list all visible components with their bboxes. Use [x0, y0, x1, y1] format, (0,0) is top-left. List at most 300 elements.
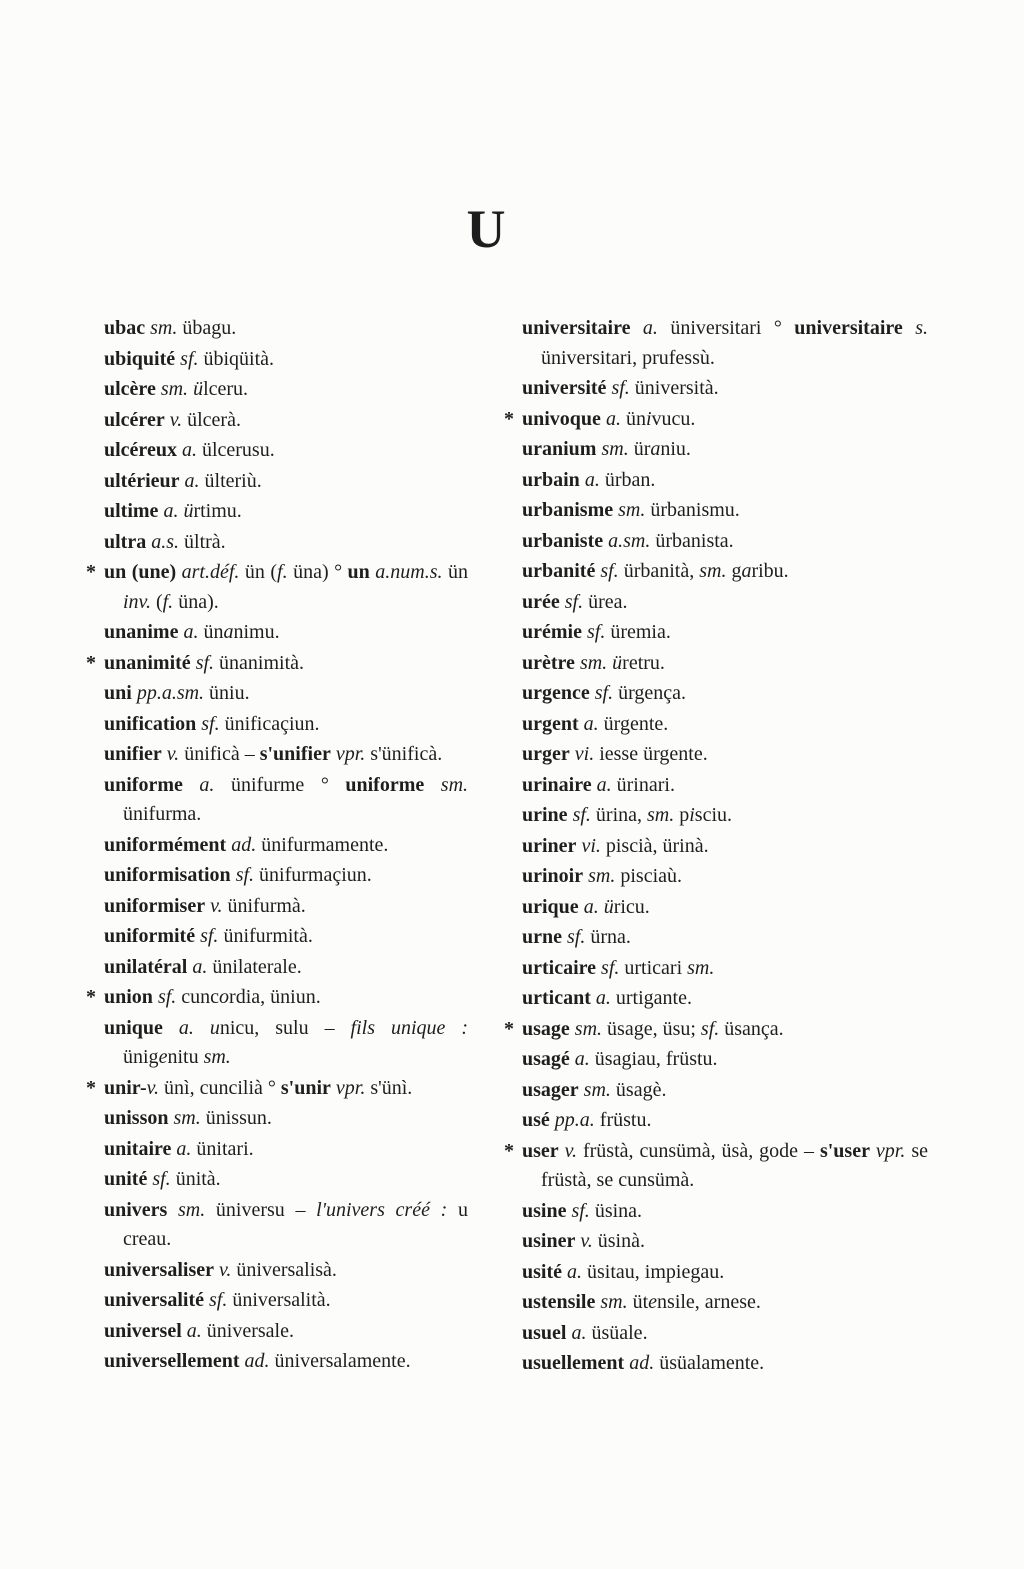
entry-segment: inv.: [123, 590, 151, 613]
dictionary-entry: [504, 374, 928, 404]
entry-segment: ürea.: [583, 590, 628, 613]
dictionary-entry: [504, 314, 928, 373]
entry-segment: ün (: [239, 561, 278, 583]
entry-segment: ustensile: [522, 1291, 596, 1313]
entry-segment: i: [689, 804, 695, 826]
entry-segment: nicu, sulu –: [219, 1016, 351, 1039]
entry-segment: rtimu.: [193, 500, 242, 522]
entry-segment: universellement: [104, 1350, 240, 1372]
dictionary-entry: [504, 1015, 928, 1045]
entry-segment: urine: [522, 804, 568, 826]
dictionary-entry: [504, 649, 928, 679]
entry-segment: ünì, cuncilià °: [159, 1076, 281, 1099]
entry-segment: ünifurmà.: [222, 894, 306, 917]
entry-segment: urticaire: [522, 956, 597, 979]
entry-segment: ün: [442, 561, 468, 583]
entry-segment: v.: [214, 1258, 232, 1281]
entry-segment: üsagiau, früstu.: [589, 1048, 718, 1070]
entry-segment: vi.: [576, 834, 601, 857]
entry-segment: ülcerusu.: [196, 439, 275, 461]
entry-segment: a.: [590, 987, 611, 1009]
entry-segment: s'unifier: [259, 743, 331, 765]
entry-segment: ünissun.: [200, 1107, 272, 1129]
entry-segment: sf.: [566, 1199, 590, 1222]
entry-segment: üsage, üsu;: [602, 1017, 701, 1040]
entry-segment: ürbanità,: [618, 560, 700, 582]
dictionary-entry: [504, 1137, 928, 1196]
entry-segment: üsüalamente.: [654, 1352, 765, 1374]
entry-segment: v.: [164, 408, 183, 431]
entry-segment: niu.: [660, 438, 691, 460]
entry-segment: v.: [161, 743, 180, 765]
entry-segment: sm.: [595, 1291, 628, 1313]
entry-segment: a.: [600, 407, 621, 430]
entry-segment: ülteriù.: [199, 469, 262, 492]
entry-segment: urinaire: [522, 773, 592, 796]
entry-segment: nitu: [167, 1046, 204, 1068]
entry-segment: üsüale.: [586, 1321, 648, 1344]
entry-segment: un (une): [104, 561, 177, 583]
entry-segment: usé: [522, 1109, 550, 1131]
dictionary-entry: [504, 771, 928, 801]
entry-segment: ribu.: [751, 560, 789, 582]
entry-segment: un: [347, 561, 370, 583]
entry-segment: sm.: [578, 1078, 611, 1101]
entry-segment: s'user: [819, 1139, 870, 1162]
entry-segment: sf.: [700, 1017, 720, 1040]
entry-segment: ad.: [624, 1352, 655, 1374]
dictionary-entry: [504, 1045, 928, 1075]
entry-segment: ülcerà.: [182, 408, 241, 431]
entry-segment: s'unir: [280, 1076, 331, 1099]
entry-segment: sf.: [559, 590, 584, 613]
entry-segment: ü: [603, 895, 614, 918]
entry-segment: unanimité: [104, 651, 191, 674]
entry-segment: a.s.: [146, 530, 180, 553]
entry-segment: üna) °: [287, 561, 348, 583]
dictionary-entry: [504, 1258, 928, 1288]
dictionary-entry: [504, 710, 928, 740]
entry-segment: üsitau, impiegau.: [582, 1260, 725, 1283]
entry-segment: uniformisation: [104, 864, 231, 886]
entry-segment: a.: [578, 895, 599, 918]
entry-segment: unifier: [104, 743, 162, 765]
entry-segment: ü: [183, 500, 194, 522]
entry-segment: üniversale.: [201, 1319, 294, 1342]
dictionary-entry: [504, 557, 928, 587]
entry-segment: sf.: [190, 651, 215, 674]
dictionary-entry: [86, 1196, 468, 1255]
entry-segment: universalité: [104, 1289, 204, 1311]
entry-segment: a: [223, 621, 234, 643]
entry-segment: ürbanista.: [650, 529, 734, 552]
entry-segment: universitaire: [794, 317, 903, 339]
entry-segment: sm.: [569, 1017, 603, 1040]
entry-segment: ürinari.: [611, 773, 675, 796]
variant-star-marker: *: [504, 1017, 514, 1040]
variant-star-marker: *: [86, 1076, 96, 1099]
entry-segment: a.: [171, 1137, 192, 1160]
entry-segment: unification: [104, 712, 197, 735]
entry-segment: sf.: [196, 712, 220, 735]
entry-segment: a.: [579, 468, 600, 491]
dictionary-entry: [504, 496, 928, 526]
dictionary-entry: [86, 1317, 468, 1347]
entry-segment: ünanimità.: [214, 651, 305, 674]
entry-segment: ünig: [123, 1046, 159, 1068]
entry-segment: üniu.: [204, 682, 250, 704]
entry-segment: urbanité: [522, 560, 596, 582]
entry-segment: ünifurme °: [214, 773, 346, 796]
entry-segment: ultime: [104, 500, 159, 522]
dictionary-entry: [86, 1256, 468, 1286]
entry-segment: urticant: [522, 987, 591, 1009]
entry-segment: urbanisme: [522, 499, 614, 521]
entry-segment: üniversità.: [629, 377, 719, 399]
entry-segment: unilatéral: [104, 955, 188, 978]
entry-segment: sf.: [204, 1289, 228, 1311]
entry-segment: v.: [558, 1139, 578, 1162]
entry-segment: sf.: [567, 804, 591, 826]
entry-segment: sm.: [168, 1107, 201, 1129]
entry-segment: sm.: [574, 651, 608, 674]
entry-segment: ürina,: [590, 804, 647, 826]
dictionary-entry: [86, 1074, 468, 1104]
entry-segment: sm.: [596, 438, 629, 460]
dictionary-entry: [504, 618, 928, 648]
entry-segment: vpr.: [330, 1076, 366, 1099]
dictionary-entry: [86, 679, 468, 709]
entry-segment: usage: [522, 1017, 570, 1040]
entry-segment: fils unique :: [350, 1016, 469, 1039]
entry-segment: sm.: [155, 378, 189, 400]
entry-segment: ültrà.: [179, 530, 226, 553]
entry-segment: ü: [612, 651, 623, 674]
entry-segment: sf.: [230, 864, 255, 886]
entry-segment: universel: [104, 1319, 182, 1342]
entry-segment: ad.: [239, 1350, 270, 1372]
entry-segment: universaliser: [104, 1258, 214, 1281]
entry-segment: sm.: [613, 499, 646, 521]
entry-segment: ulcéreux: [104, 439, 177, 461]
entry-segment: ünifurma.: [123, 803, 202, 825]
dictionary-entry: [86, 892, 468, 922]
dictionary-entry: [86, 497, 468, 527]
entry-segment: sf.: [152, 986, 177, 1008]
entry-segment: cunc: [176, 986, 220, 1008]
entry-segment: ür: [628, 438, 651, 460]
entry-segment: a.: [566, 1321, 587, 1344]
entry-segment: uriner: [522, 834, 577, 857]
entry-segment: ultérieur: [104, 469, 180, 492]
entry-segment: urne: [522, 926, 562, 948]
variant-star-marker: *: [504, 407, 514, 430]
entry-segment: ünifurmaçiun.: [254, 864, 372, 886]
entry-segment: ürgente.: [598, 712, 669, 735]
dictionary-entry: [504, 1319, 928, 1349]
entry-segment: sf.: [596, 956, 620, 979]
entry-segment: sf.: [562, 926, 586, 948]
dictionary-entry: [86, 1286, 468, 1316]
entry-segment: a.: [569, 1048, 590, 1070]
entry-segment: urticari: [619, 956, 688, 979]
entry-segment: sf.: [147, 1168, 171, 1190]
entry-segment: sf.: [175, 347, 199, 370]
entry-segment: a.: [176, 439, 197, 461]
dictionary-entry: [86, 375, 468, 405]
dictionary-entry: [86, 983, 468, 1013]
section-letter: U: [466, 199, 506, 259]
entry-segment: urée: [522, 590, 560, 613]
entry-segment: a.: [179, 469, 200, 492]
entry-segment: sf.: [589, 682, 614, 704]
entry-segment: sm.: [583, 865, 616, 887]
dictionary-entry: [504, 527, 928, 557]
entry-segment: rdia, üniun.: [229, 986, 321, 1008]
column-right: [504, 314, 928, 1380]
entry-segment: usité: [522, 1260, 562, 1283]
entry-segment: usager: [522, 1078, 579, 1101]
entry-segment: e: [158, 1046, 168, 1068]
entry-segment: unitaire: [104, 1137, 172, 1160]
entry-segment: ubiquité: [104, 347, 176, 370]
entry-segment: v.: [146, 1076, 160, 1099]
entry-segment: urinoir: [522, 865, 584, 887]
dictionary-entry: [86, 436, 468, 466]
entry-segment: uniformément: [104, 833, 227, 856]
dictionary-entry: [86, 1104, 468, 1134]
column-left: [86, 314, 468, 1380]
entry-segment: üniversitari °: [657, 317, 795, 339]
entry-segment: a.: [187, 955, 208, 978]
entry-segment: uniformiser: [104, 894, 206, 917]
entry-segment: ü: [193, 378, 204, 400]
entry-segment: user: [522, 1139, 559, 1162]
variant-star-marker: *: [86, 986, 96, 1008]
entry-segment: a.: [182, 773, 215, 796]
entry-segment: urique: [522, 895, 579, 918]
entry-segment: nsile, arnese.: [657, 1291, 761, 1313]
entry-segment: retru.: [622, 651, 665, 674]
entry-segment: sm.: [424, 773, 469, 796]
entry-segment: urbaniste: [522, 529, 604, 552]
entry-columns: [0, 314, 1024, 1380]
entry-segment: a.: [562, 1260, 582, 1283]
entry-segment: sf.: [581, 621, 606, 643]
entry-segment: üsina.: [589, 1199, 643, 1222]
entry-segment: e: [648, 1291, 658, 1313]
entry-segment: sf.: [595, 560, 619, 582]
entry-segment: üniversu –: [205, 1198, 317, 1221]
entry-segment: früstu.: [594, 1109, 652, 1131]
entry-segment: üniversitari, prufessù.: [541, 346, 715, 369]
entry-segment: ubac: [104, 317, 146, 339]
entry-segment: unanime: [104, 621, 179, 643]
entry-segment: sciu.: [694, 804, 733, 826]
entry-segment: urger: [522, 743, 570, 765]
entry-segment: ulcérer: [104, 408, 165, 431]
dictionary-entry: [504, 1076, 928, 1106]
entry-segment: [194, 1017, 210, 1039]
dictionary-entry: [504, 832, 928, 862]
entry-segment: üniversalisà.: [231, 1258, 337, 1281]
entry-segment: früstà, cunsümà, üsà, gode –: [577, 1139, 820, 1162]
entry-segment: ürgença.: [613, 682, 687, 704]
dictionary-entry: [504, 801, 928, 831]
entry-segment: unique: [104, 1016, 163, 1039]
entry-segment: uniformité: [104, 925, 196, 947]
entry-segment: sf.: [606, 377, 630, 399]
entry-segment: urémie: [522, 621, 582, 643]
entry-segment: ricu.: [613, 895, 650, 918]
entry-segment: université: [522, 377, 607, 399]
entry-segment: üna).: [173, 590, 219, 613]
entry-segment: ürbanismu.: [645, 499, 740, 521]
entry-segment: u: [209, 1016, 220, 1039]
dictionary-entry: [86, 406, 468, 436]
dictionary-entry: [504, 1197, 928, 1227]
entry-segment: a: [650, 438, 661, 460]
entry-segment: pp.a.sm.: [131, 682, 205, 704]
entry-segment: üsagè.: [610, 1078, 667, 1101]
entry-segment: ad.: [226, 833, 257, 856]
entry-segment: a.: [591, 773, 612, 796]
entry-segment: sf.: [195, 925, 219, 947]
entry-segment: ünificaçiun.: [219, 712, 320, 735]
entry-segment: usine: [522, 1199, 567, 1222]
dictionary-entry: [86, 953, 468, 983]
entry-segment: a.: [630, 317, 658, 339]
entry-segment: v.: [205, 894, 223, 917]
entry-segment: ultra: [104, 530, 147, 553]
dictionary-entry: [86, 831, 468, 861]
dictionary-entry: [86, 314, 468, 344]
entry-segment: a.: [578, 712, 599, 735]
dictionary-entry: [86, 558, 468, 617]
dictionary-entry: [504, 1288, 928, 1318]
entry-segment: ün: [620, 407, 646, 430]
dictionary-entry: [504, 435, 928, 465]
entry-segment: unité: [104, 1168, 148, 1190]
entry-segment: pp.a.: [549, 1109, 595, 1131]
entry-segment: unisson: [104, 1107, 169, 1129]
variant-star-marker: *: [86, 651, 96, 674]
dictionary-entry: [86, 1347, 468, 1377]
dictionary-entry: [504, 1106, 928, 1136]
entry-segment: ünitari.: [191, 1137, 254, 1160]
entry-segment: uni: [104, 682, 132, 704]
dictionary-entry: [86, 922, 468, 952]
entry-segment: a.: [181, 1319, 202, 1342]
entry-segment: ürna.: [585, 926, 631, 948]
dictionary-entry: [86, 740, 468, 770]
dictionary-entry: [504, 679, 928, 709]
entry-segment: sm.: [687, 956, 715, 979]
entry-segment: s'ünificà.: [365, 743, 443, 765]
entry-segment: üsinà.: [592, 1230, 645, 1252]
entry-segment: (: [150, 590, 163, 613]
entry-segment: usiner: [522, 1230, 576, 1252]
entry-segment: vi.: [569, 743, 595, 765]
entry-segment: s'ünì.: [365, 1076, 413, 1099]
entry-segment: univers: [104, 1198, 168, 1221]
dictionary-entry: [504, 954, 928, 984]
entry-segment: o: [219, 986, 230, 1008]
entry-segment: urgent: [522, 712, 579, 735]
entry-segment: p: [674, 804, 690, 826]
entry-segment: univoque: [522, 407, 601, 430]
entry-segment: f.: [162, 590, 174, 613]
dictionary-entry: [86, 710, 468, 740]
entry-segment: universitaire: [522, 317, 631, 339]
entry-segment: üsança.: [719, 1017, 784, 1040]
entry-segment: sm.: [699, 560, 727, 582]
entry-segment: iesse ürgente.: [594, 743, 708, 765]
entry-segment: ünificà –: [179, 743, 260, 765]
entry-segment: sm.: [145, 317, 178, 339]
variant-star-marker: *: [86, 561, 96, 583]
variant-star-marker: *: [504, 1139, 514, 1162]
entry-segment: i: [645, 407, 652, 430]
entry-segment: üniversalamente.: [269, 1350, 411, 1372]
entry-segment: vucu.: [651, 407, 696, 430]
entry-segment: sm.: [167, 1198, 206, 1221]
entry-segment: übiqüità.: [198, 347, 275, 370]
entry-segment: vpr.: [869, 1139, 906, 1162]
entry-segment: g: [726, 560, 742, 582]
dictionary-entry: [86, 1135, 468, 1165]
dictionary-entry: [86, 345, 468, 375]
dictionary-entry: [86, 649, 468, 679]
entry-segment: ünilaterale.: [207, 955, 302, 978]
dictionary-entry: [504, 405, 928, 435]
dictionary-entry: [86, 1014, 468, 1073]
entry-segment: urbain: [522, 468, 580, 491]
entry-segment: l'univers créé :: [316, 1198, 448, 1221]
entry-segment: s.: [902, 317, 928, 339]
dictionary-entry: [504, 466, 928, 496]
entry-segment: ürban.: [599, 468, 656, 491]
entry-segment: vpr.: [330, 743, 366, 765]
entry-segment: sm.: [647, 804, 675, 826]
dictionary-entry: [504, 893, 928, 923]
dictionary-entry: [86, 771, 468, 830]
entry-segment: üt: [627, 1291, 649, 1313]
dictionary-entry: [86, 467, 468, 497]
entry-segment: a.: [158, 500, 179, 522]
dictionary-entry: [504, 1349, 928, 1379]
entry-segment: ünità.: [170, 1168, 221, 1190]
entry-segment: a.num.s.: [375, 561, 443, 583]
entry-segment: u creau.: [123, 1198, 468, 1250]
dictionary-entry: [504, 588, 928, 618]
entry-segment: urtigante.: [610, 987, 692, 1009]
entry-segment: art.déf.: [176, 561, 240, 583]
dictionary-entry: [86, 1165, 468, 1195]
entry-segment: lceru.: [203, 378, 249, 400]
entry-segment: f.: [277, 561, 288, 583]
entry-segment: urgence: [522, 682, 590, 704]
entry-segment: üniversalità.: [227, 1289, 331, 1311]
entry-segment: se früstà, se cunsümà.: [541, 1139, 928, 1191]
entry-segment: a.: [162, 1016, 194, 1039]
entry-segment: usuel: [522, 1321, 567, 1344]
entry-segment: a: [741, 560, 752, 582]
dictionary-entry: [86, 528, 468, 558]
dictionary-entry: [504, 923, 928, 953]
entry-segment: usagé: [522, 1048, 570, 1070]
entry-segment: nimu.: [233, 621, 280, 643]
